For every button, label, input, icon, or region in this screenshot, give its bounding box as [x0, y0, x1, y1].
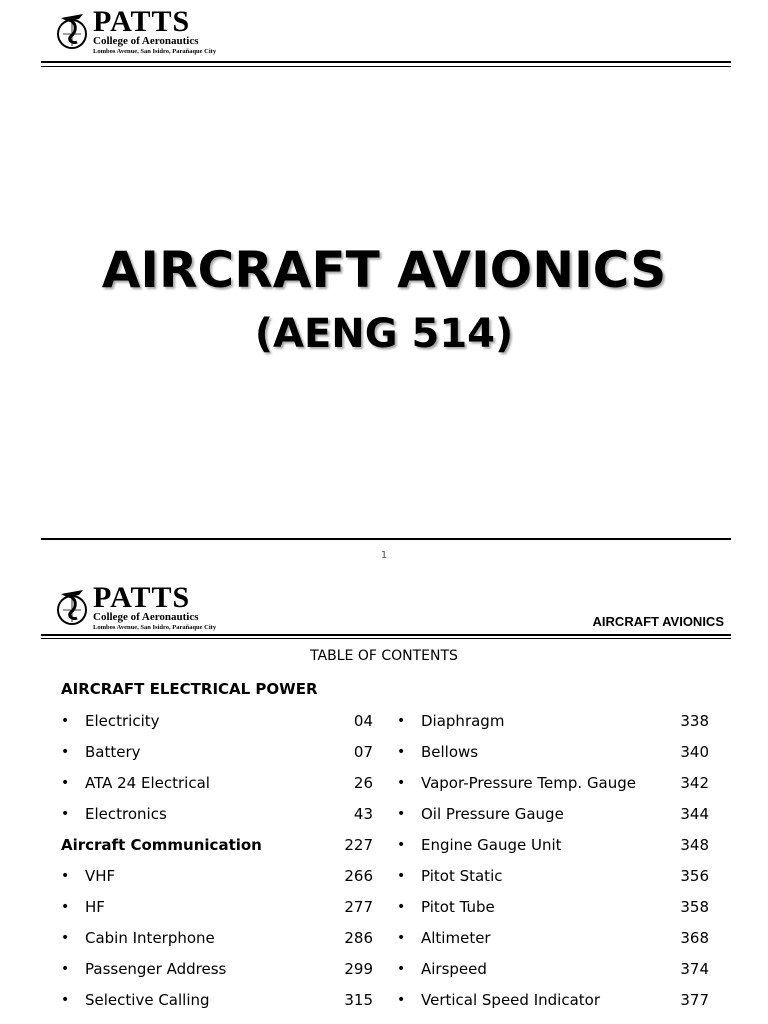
toc-entry-page: 286: [344, 929, 373, 947]
header-rule-thick: [41, 634, 731, 636]
toc-entry: [397, 990, 709, 1010]
toc-entry-label: Altimeter: [421, 929, 491, 947]
toc-entry-label: Battery: [85, 743, 141, 761]
bullet-icon: •: [397, 837, 406, 853]
toc-entry-label: Engine Gauge Unit: [421, 836, 562, 854]
bullet-icon: •: [61, 899, 70, 915]
toc-entry: [61, 866, 373, 886]
seahorse-logo-icon: [55, 10, 89, 50]
bullet-icon: •: [397, 868, 406, 884]
toc-entry-page: 342: [680, 774, 709, 792]
toc-entry-page: 277: [344, 898, 373, 916]
toc-entry: [397, 742, 709, 762]
toc-entry-label: HF: [85, 898, 105, 916]
toc-entry-label: Pitot Static: [421, 867, 503, 885]
bullet-icon: •: [61, 961, 70, 977]
toc-entry-page: 344: [680, 805, 709, 823]
toc-entry: [61, 773, 373, 793]
toc-entry-page: 348: [680, 836, 709, 854]
bullet-icon: •: [397, 961, 406, 977]
toc-entry-page: 338: [680, 712, 709, 730]
logo-second: [55, 581, 217, 632]
toc-entry-page: 368: [680, 929, 709, 947]
toc-entry: [397, 959, 709, 979]
header-course-title: AIRCRAFT AVIONICS: [592, 614, 724, 629]
bullet-icon: •: [397, 713, 406, 729]
toc-entry-label: Selective Calling: [85, 991, 210, 1009]
toc-entry-label: ATA 24 Electrical: [85, 774, 210, 792]
toc-entry: [397, 866, 709, 886]
toc-entry: [61, 928, 373, 948]
toc-entry-page: 227: [344, 836, 373, 854]
section-heading: AIRCRAFT ELECTRICAL POWER: [61, 680, 318, 698]
toc-entry-label: Vapor-Pressure Temp. Gauge: [421, 774, 637, 792]
bullet-icon: •: [61, 992, 70, 1008]
toc-entry: [397, 897, 709, 917]
toc-entry-label: Oil Pressure Gauge: [421, 805, 564, 823]
toc-entry-page: 26: [353, 774, 373, 792]
toc-entry: [397, 804, 709, 824]
toc-entry-page: 374: [680, 960, 709, 978]
toc-entry-page: 43: [353, 805, 373, 823]
toc-entry: [61, 897, 373, 917]
logo-name: PATTS: [93, 581, 191, 614]
bullet-icon: •: [61, 744, 70, 760]
toc-entry: [61, 959, 373, 979]
bullet-icon: •: [397, 992, 406, 1008]
toc-entry-label: Electricity: [85, 712, 160, 730]
toc-entry-page: 299: [344, 960, 373, 978]
toc-entry-label: Electronics: [85, 805, 167, 823]
logo-college: College of Aeronautics: [93, 611, 199, 623]
slide-subtitle: (AENG 514): [254, 311, 514, 357]
bullet-icon: •: [397, 930, 406, 946]
toc-title: TABLE OF CONTENTS: [310, 648, 458, 664]
bullet-icon: •: [61, 930, 70, 946]
bullet-icon: •: [397, 899, 406, 915]
toc-entry: [397, 711, 709, 731]
bullet-icon: •: [61, 806, 70, 822]
slide-title: AIRCRAFT AVIONICS: [101, 241, 667, 299]
toc-entry: [61, 835, 373, 855]
toc-entry-label: Passenger Address: [85, 960, 227, 978]
toc-entry: [61, 990, 373, 1010]
toc-entry-page: 04: [353, 712, 373, 730]
header-rule-thin: [41, 638, 731, 639]
toc-entry-page: 358: [680, 898, 709, 916]
bullet-icon: •: [397, 744, 406, 760]
bullet-icon: •: [397, 775, 406, 791]
toc-entry-page: 340: [680, 743, 709, 761]
logo-address: Lombos Avenue, San Isidro, Parañaque City: [93, 624, 217, 631]
seahorse-logo-icon: [55, 586, 89, 626]
toc-entry-page: 315: [344, 991, 373, 1009]
toc-entry-label: Pitot Tube: [421, 898, 495, 916]
toc-entry: [61, 711, 373, 731]
logo-name: PATTS: [93, 5, 191, 38]
toc-entry-label: Bellows: [421, 743, 479, 761]
header-rule-thin: [41, 66, 731, 67]
toc-entry-page: 356: [680, 867, 709, 885]
header-rule-thick: [41, 61, 731, 63]
toc-entry-page: 266: [344, 867, 373, 885]
logo-top: [55, 5, 217, 56]
bullet-icon: •: [61, 868, 70, 884]
toc-entry: [61, 804, 373, 824]
slide-bottom-rule: [41, 538, 731, 540]
toc-entry: [397, 928, 709, 948]
toc-entry-page: 377: [680, 991, 709, 1009]
toc-entry-label: Airspeed: [421, 960, 487, 978]
toc-entry-label: Vertical Speed Indicator: [421, 991, 600, 1009]
toc-entry: [61, 742, 373, 762]
toc-entry-label: Aircraft Communication: [61, 836, 262, 854]
toc-entry-label: Cabin Interphone: [85, 929, 215, 947]
bullet-icon: •: [397, 806, 406, 822]
bullet-icon: •: [61, 775, 70, 791]
toc-entry: [397, 835, 709, 855]
page-number: 1: [380, 550, 388, 561]
logo-address: Lombos Avenue, San Isidro, Parañaque City: [93, 48, 217, 55]
bullet-icon: •: [61, 713, 70, 729]
toc-entry-label: Diaphragm: [421, 712, 505, 730]
toc-entry-label: VHF: [85, 867, 116, 885]
toc-entry: [397, 773, 709, 793]
toc-entry-page: 07: [353, 743, 373, 761]
logo-college: College of Aeronautics: [93, 35, 199, 47]
